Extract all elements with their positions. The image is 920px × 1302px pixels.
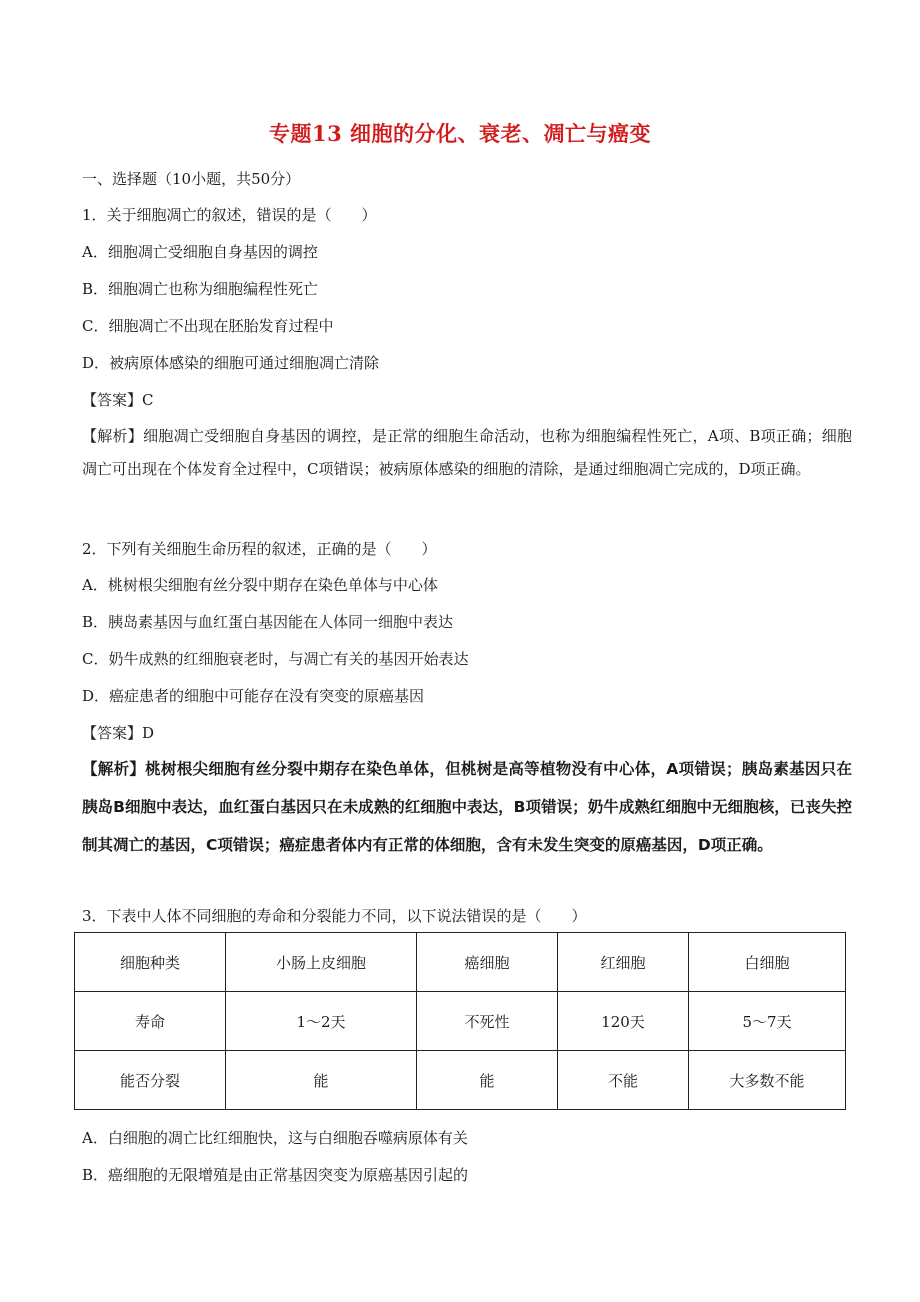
q2-analysis-tag: 【解析】 [82,760,146,778]
q1-option-c: C．细胞凋亡不出现在胚胎发育过程中 [82,317,334,335]
table-cell: 能否分裂 [75,1051,226,1110]
table-cell: 细胞种类 [75,933,226,992]
q2-analysis [82,750,852,864]
table-cell: 能 [226,1051,417,1110]
q1-analysis [82,420,852,486]
table-row [75,933,846,992]
table-cell: 5～7天 [689,992,846,1051]
q1-option-a: A．细胞凋亡受细胞自身基因的调控 [82,243,318,261]
q1-answer: 【答案】C [82,391,154,409]
q2-analysis-text: 桃树根尖细胞有丝分裂中期存在染色单体，但桃树是高等植物没有中心体，A项错误；胰岛素基因只在胰岛B细胞中表达，血红蛋白基因只在未成熟的红细胞中表达，B项错误；奶牛成熟红细胞中无细胞核，已丧失控制其凋亡的基因，C项错误；癌症患者体内有正常的体细胞，含有未发生突变的原癌基因，D项正确。 [82,760,852,854]
q2-option-a: A．桃树根尖细胞有丝分裂中期存在染色单体与中心体 [82,576,438,594]
table-cell: 小肠上皮细胞 [226,933,417,992]
table-cell: 红细胞 [558,933,689,992]
table-cell: 不死性 [417,992,558,1051]
q2-answer: 【答案】D [82,724,155,742]
q1-stem: 1．关于细胞凋亡的叙述，错误的是（ ） [82,206,377,224]
table-cell: 白细胞 [689,933,846,992]
table-cell: 大多数不能 [689,1051,846,1110]
table-cell: 寿命 [75,992,226,1051]
table-cell: 120天 [558,992,689,1051]
table-cell: 1～2天 [226,992,417,1051]
table-row [75,1051,846,1110]
q3-stem: 3．下表中人体不同细胞的寿命和分裂能力不同，以下说法错误的是（ ） [82,907,587,925]
q2-option-c: C．奶牛成熟的红细胞衰老时，与凋亡有关的基因开始表达 [82,650,469,668]
table-row [75,992,846,1051]
q1-option-d: D．被病原体感染的细胞可通过细胞凋亡清除 [82,354,380,372]
q2-option-b: B．胰岛素基因与血红蛋白基因能在人体同一细胞中表达 [82,613,454,631]
table-cell: 能 [417,1051,558,1110]
section-heading: 一、选择题（10小题，共50分） [82,170,301,188]
q1-option-b: B．细胞凋亡也称为细胞编程性死亡 [82,280,319,298]
q3-option-b: B．癌细胞的无限增殖是由正常基因突变为原癌基因引起的 [82,1166,469,1184]
q1-analysis-tag: 【解析】 [82,427,144,445]
table-cell: 癌细胞 [417,933,558,992]
page-title: 专题13 细胞的分化、衰老、凋亡与癌变 [268,121,652,146]
q2-option-d: D．癌症患者的细胞中可能存在没有突变的原癌基因 [82,687,425,705]
q1-analysis-text: 细胞凋亡受细胞自身基因的调控，是正常的细胞生命活动，也称为细胞编程性死亡，A项、B项正确；细胞凋亡可出现在个体发育全过程中，C项错误；被病原体感染的细胞的清除，是通过细胞凋亡完成的，D项正确。 [82,427,852,478]
table-cell: 不能 [558,1051,689,1110]
q3-option-a: A．白细胞的凋亡比红细胞快，这与白细胞吞噬病原体有关 [82,1129,468,1147]
cell-lifespan-table [74,932,846,1110]
q2-stem: 2．下列有关细胞生命历程的叙述，正确的是（ ） [82,540,437,558]
